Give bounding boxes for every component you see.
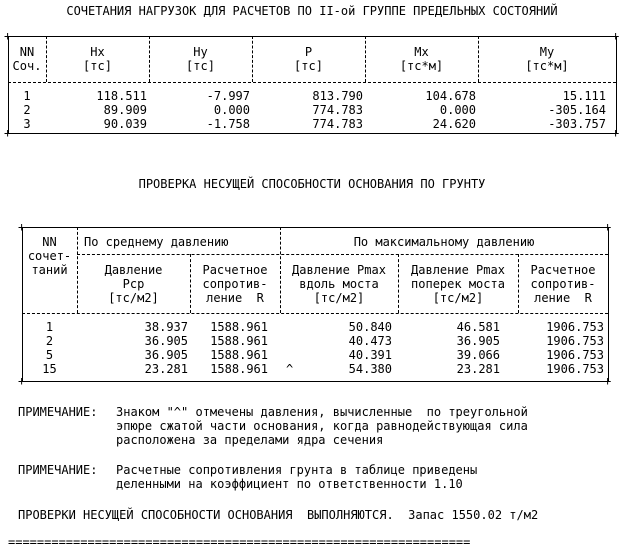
cell-r-max: 1906.753 bbox=[546, 320, 604, 334]
section-title-bearing-check: ПРОВЕРКА НЕСУЩЕЙ СПОСОБНОСТИ ОСНОВАНИЯ ПО ГРУНТУ bbox=[138, 177, 486, 191]
cell-r: 1588.961 bbox=[210, 334, 268, 348]
header-pressure-pcp: Давление bbox=[104, 263, 163, 277]
header-resistance-r: ление R bbox=[206, 291, 264, 305]
cell-nn: 1 bbox=[23, 89, 31, 103]
header-group-max-pressure: По максимальному давлению bbox=[353, 235, 535, 249]
header-hy-unit: [тс] bbox=[186, 59, 215, 73]
cell-my: 15.111 bbox=[562, 89, 606, 103]
header-my: My bbox=[539, 45, 555, 59]
header-p: P bbox=[304, 45, 313, 59]
cell-my: -305.164 bbox=[548, 103, 606, 117]
cell-r: 1588.961 bbox=[210, 320, 268, 334]
table1-top-border bbox=[8, 36, 616, 37]
header-nn: NN bbox=[42, 235, 57, 249]
header-pressure-pcp: [тс/м2] bbox=[108, 291, 159, 305]
corner-plus: + bbox=[4, 29, 12, 43]
note-line: расположена за пределами ядра сечения bbox=[116, 433, 384, 447]
header-mx-unit: [тс*м] bbox=[399, 59, 444, 73]
note-line: Расчетные сопротивления грунта в таблице приведены bbox=[116, 463, 478, 477]
table2-header-separator bbox=[22, 313, 608, 314]
cell-pcp: 36.905 bbox=[144, 348, 188, 362]
corner-plus: + bbox=[18, 220, 26, 234]
header-resistance-r-max: сопротив- bbox=[530, 277, 596, 291]
header-pressure-pcp: Pср bbox=[122, 277, 145, 291]
cell-hx: 118.511 bbox=[96, 89, 147, 103]
note-label: ПРИМЕЧАНИЕ: bbox=[18, 405, 98, 419]
header-nn: сочет- bbox=[27, 249, 72, 263]
cell-r-max: 1906.753 bbox=[546, 362, 604, 376]
cell-r: 1588.961 bbox=[210, 362, 268, 376]
cell-nn: 15 bbox=[42, 362, 57, 376]
cell-nn: 2 bbox=[23, 103, 31, 117]
header-group-mean-pressure: По среднему давлению bbox=[84, 235, 229, 249]
header-resistance-r: сопротив- bbox=[202, 277, 268, 291]
header-resistance-r-max: ление R bbox=[534, 291, 592, 305]
header-nn-sub: Соч. bbox=[12, 59, 42, 73]
cell-pmax-across: 39.066 bbox=[456, 348, 500, 362]
header-pmax-along: Давление Pmax bbox=[292, 263, 386, 277]
header-hx: Hx bbox=[90, 45, 105, 59]
cell-nn: 2 bbox=[45, 334, 54, 348]
cell-pcp: 36.905 bbox=[144, 334, 188, 348]
cell-pmax-across: 46.581 bbox=[456, 320, 500, 334]
cell-nn: 1 bbox=[45, 320, 54, 334]
cell-pmax-along: 54.380 bbox=[348, 362, 392, 376]
cell-p: 774.783 bbox=[312, 103, 363, 117]
page-title-load-combinations: СОЧЕТАНИЯ НАГРУЗОК ДЛЯ РАСЧЕТОВ ПО II-ой ГРУППЕ ПРЕДЕЛЬНЫХ СОСТОЯНИЙ bbox=[66, 4, 558, 18]
cell-triangle-flag: ^ bbox=[286, 362, 294, 376]
cell-pmax-along: 40.473 bbox=[348, 334, 392, 348]
corner-plus: + bbox=[18, 374, 26, 388]
header-nn: таний bbox=[31, 263, 68, 277]
cell-p: 813.790 bbox=[312, 89, 363, 103]
conclusion-text: ПРОВЕРКИ НЕСУЩЕЙ СПОСОБНОСТИ ОСНОВАНИЯ ВЫПОЛНЯЮТСЯ. Запас 1550.02 т/м2 bbox=[18, 508, 539, 522]
header-resistance-r-max: Расчетное bbox=[530, 263, 596, 277]
table2-top-border bbox=[22, 227, 608, 228]
cell-my: -303.757 bbox=[548, 117, 606, 131]
cell-p: 774.783 bbox=[312, 117, 363, 131]
header-nn: NN bbox=[19, 45, 35, 59]
separator-line: ================================================================ bbox=[8, 535, 471, 549]
cell-mx: 104.678 bbox=[425, 89, 476, 103]
note-line: эпюре сжатой части основания, когда равнодействующая сила bbox=[116, 419, 528, 433]
cell-r: 1588.961 bbox=[210, 348, 268, 362]
note-line: Знаком "^" отмечены давления, вычисленные по треугольной bbox=[116, 405, 528, 419]
corner-plus: + bbox=[4, 126, 12, 140]
cell-nn: 3 bbox=[23, 117, 31, 131]
cell-r-max: 1906.753 bbox=[546, 334, 604, 348]
header-pmax-across: Давление Pmax bbox=[411, 263, 505, 277]
table1-bottom-border bbox=[8, 133, 616, 134]
cell-pmax-across: 36.905 bbox=[456, 334, 500, 348]
note-line: деленными на коэффициент по ответственности 1.10 bbox=[116, 477, 463, 491]
header-resistance-r: Расчетное bbox=[202, 263, 268, 277]
cell-nn: 5 bbox=[45, 348, 54, 362]
note-label: ПРИМЕЧАНИЕ: bbox=[18, 463, 98, 477]
corner-plus: + bbox=[604, 220, 612, 234]
cell-mx: 0.000 bbox=[439, 103, 476, 117]
header-pmax-along: вдоль моста bbox=[299, 277, 379, 291]
cell-hy: -7.997 bbox=[206, 89, 250, 103]
table1-right-border bbox=[616, 36, 617, 133]
cell-hx: 90.039 bbox=[103, 117, 147, 131]
header-pmax-along: [тс/м2] bbox=[313, 291, 365, 305]
table2-group-separator bbox=[77, 254, 608, 255]
corner-plus: + bbox=[612, 29, 620, 43]
corner-plus: + bbox=[612, 126, 620, 140]
table2-right-border bbox=[608, 227, 609, 381]
cell-r-max: 1906.753 bbox=[546, 348, 604, 362]
cell-hy: 0.000 bbox=[213, 103, 250, 117]
cell-pcp: 38.937 bbox=[144, 320, 188, 334]
header-hx-unit: [тс] bbox=[83, 59, 112, 73]
header-pmax-across: поперек моста bbox=[411, 277, 505, 291]
cell-pmax-across: 23.281 bbox=[456, 362, 500, 376]
cell-pmax-along: 50.840 bbox=[348, 320, 392, 334]
header-mx: Mx bbox=[414, 45, 429, 59]
cell-hy: -1.758 bbox=[206, 117, 250, 131]
cell-hx: 89.909 bbox=[103, 103, 147, 117]
header-hy: Hy bbox=[193, 45, 208, 59]
header-my-unit: [тс*м] bbox=[525, 59, 569, 73]
cell-pmax-along: 40.391 bbox=[348, 348, 392, 362]
header-p-unit: [тс] bbox=[294, 59, 323, 73]
table1-header-separator bbox=[8, 82, 616, 83]
table2-bottom-border bbox=[22, 381, 608, 382]
cell-pcp: 23.281 bbox=[144, 362, 188, 376]
corner-plus: + bbox=[604, 374, 612, 388]
header-pmax-across: [тс/м2] bbox=[432, 291, 484, 305]
cell-mx: 24.620 bbox=[432, 117, 476, 131]
